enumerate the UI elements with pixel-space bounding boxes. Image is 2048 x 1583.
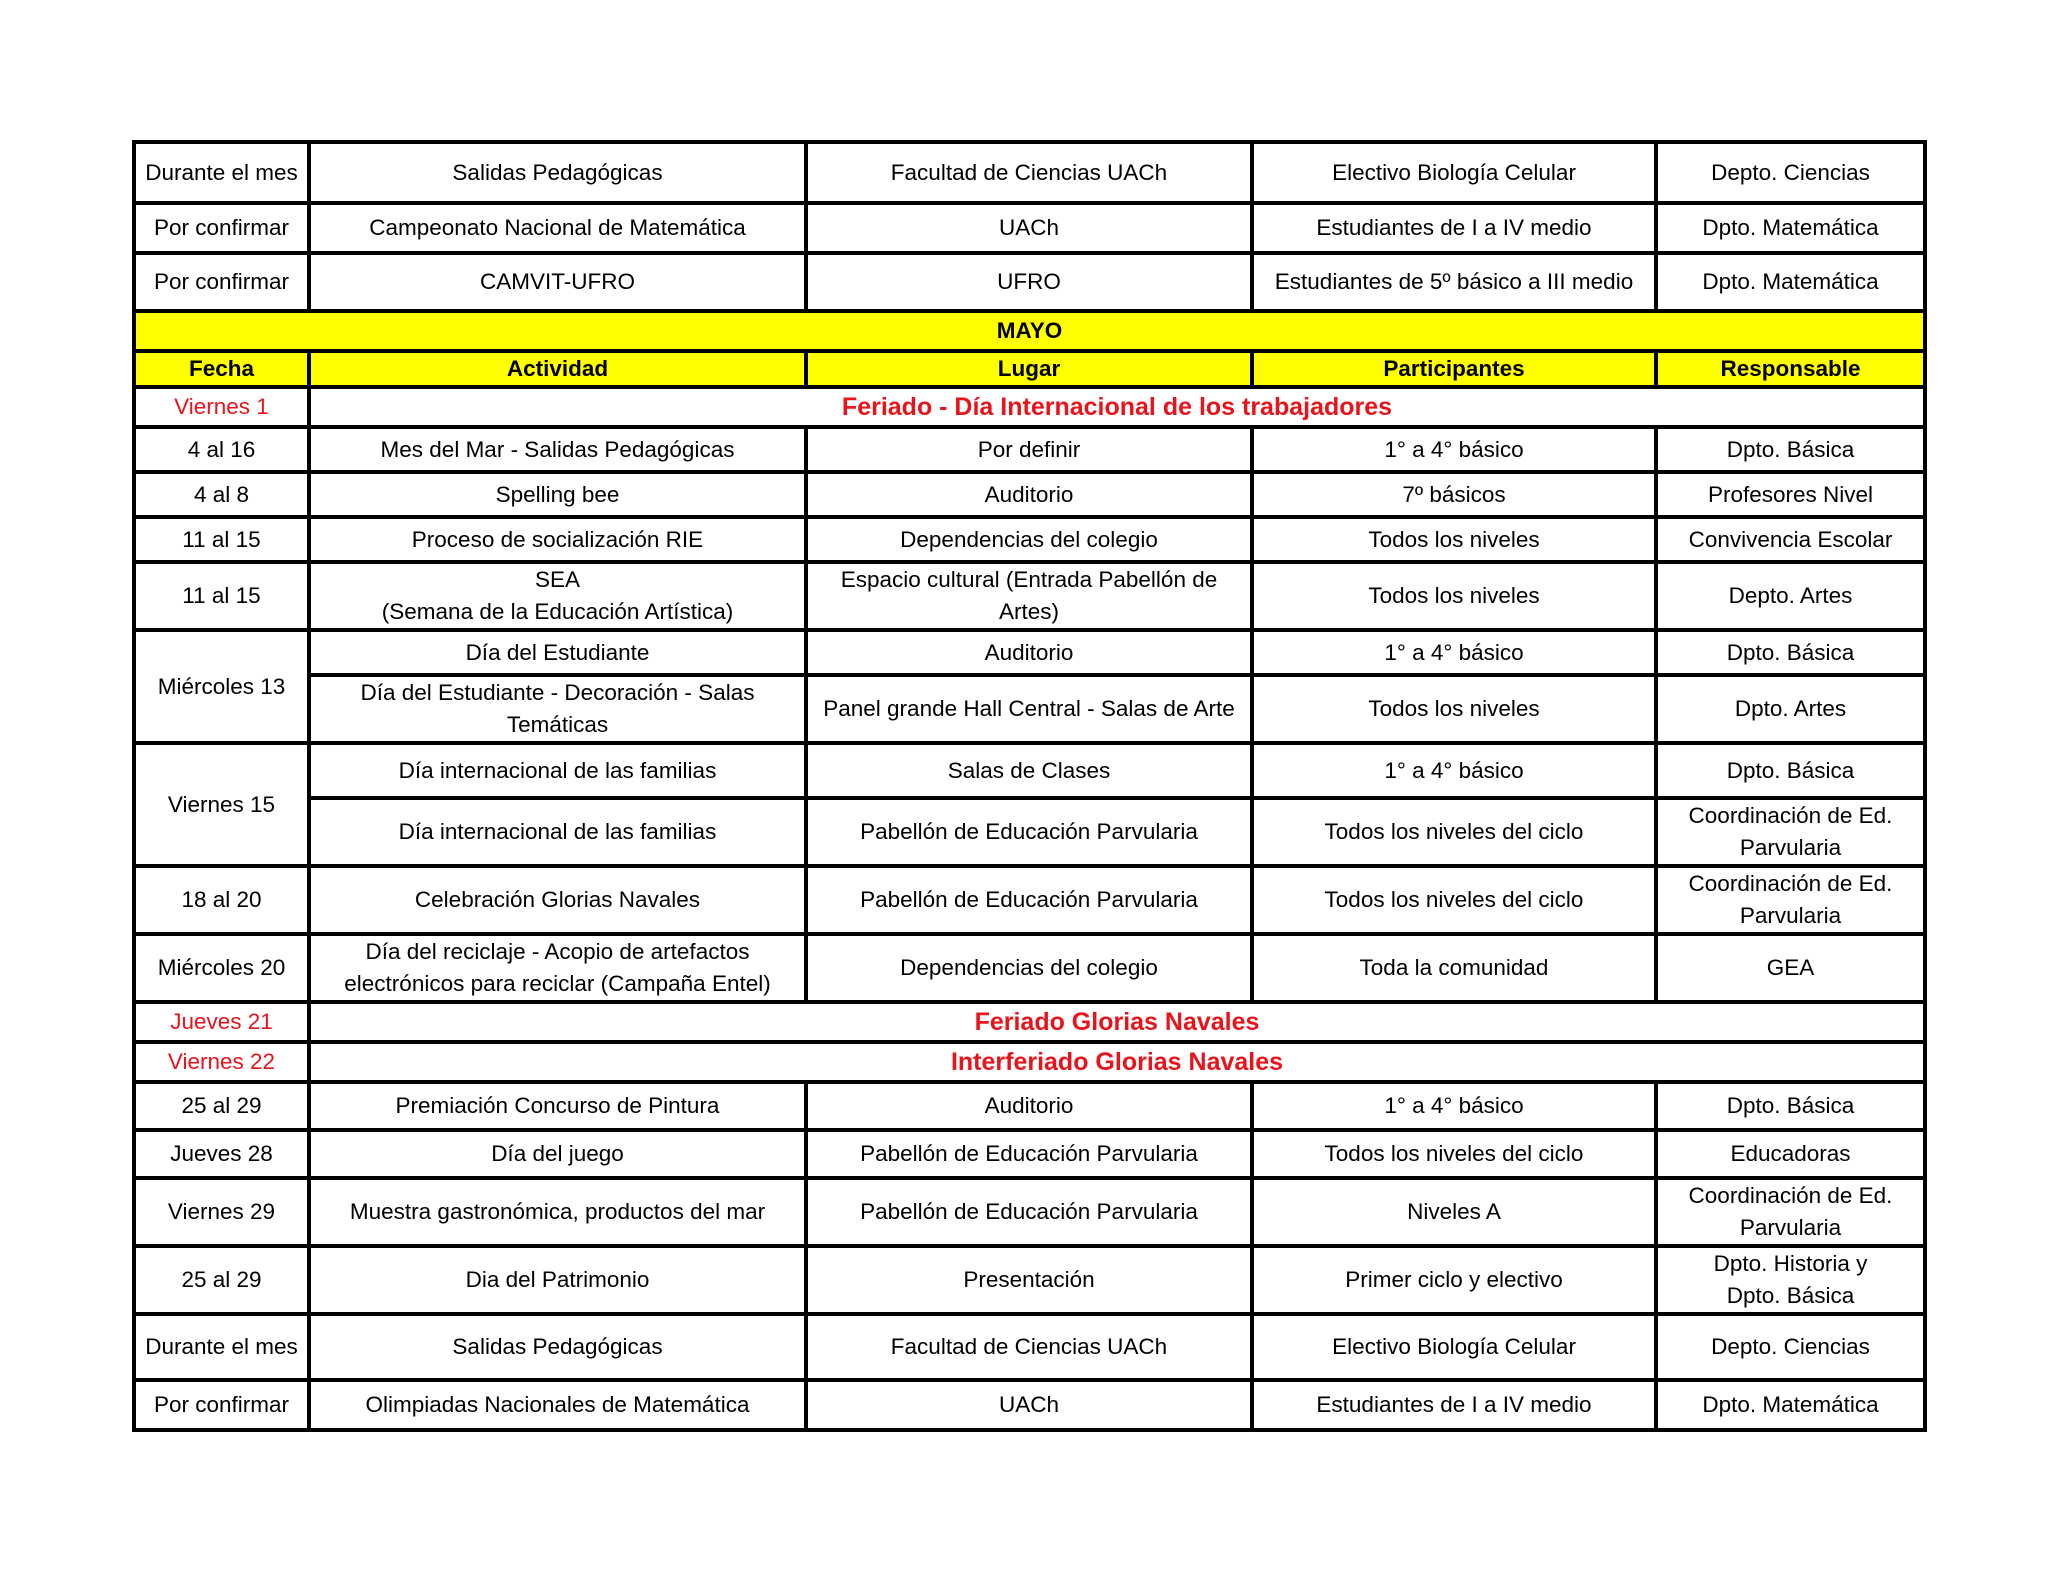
responsable-line: Dpto. Historia y xyxy=(1713,1251,1868,1276)
actividad-cell: Día del Estudiante - Decoración - Salas Temáticas xyxy=(309,675,806,743)
actividad-cell: Spelling bee xyxy=(309,472,806,517)
table-row xyxy=(134,1380,1925,1430)
responsable-cell: Dpto. Artes xyxy=(1656,675,1925,743)
actividad-cell: Mes del Mar - Salidas Pedagógicas xyxy=(309,427,806,472)
responsable-cell: Depto. Artes xyxy=(1656,562,1925,630)
responsable-cell: Coordinación de Ed. Parvularia xyxy=(1656,798,1925,866)
table-row xyxy=(134,630,1925,675)
lugar-cell: Pabellón de Educación Parvularia xyxy=(806,1178,1252,1246)
fecha-cell: Por confirmar xyxy=(134,253,309,311)
table-row xyxy=(134,1314,1925,1380)
participantes-cell: Electivo Biología Celular xyxy=(1252,142,1656,203)
table-row xyxy=(134,866,1925,934)
table-row xyxy=(134,562,1925,630)
responsable-cell: Dpto. Matemática xyxy=(1656,1380,1925,1430)
lugar-cell: Espacio cultural (Entrada Pabellón de Artes) xyxy=(806,562,1252,630)
participantes-cell: Todos los niveles del ciclo xyxy=(1252,1130,1656,1178)
actividad-line: (Semana de la Educación Artística) xyxy=(381,599,734,624)
header-fecha: Fecha xyxy=(134,351,309,387)
actividad-cell: Día internacional de las familias xyxy=(309,798,806,866)
table-row xyxy=(134,253,1925,311)
header-actividad: Actividad xyxy=(309,351,806,387)
responsable-cell: Dpto. Matemática xyxy=(1656,253,1925,311)
table-row xyxy=(134,1178,1925,1246)
month-row xyxy=(134,311,1925,351)
fecha-cell: Miércoles 13 xyxy=(134,630,309,743)
table-row xyxy=(134,934,1925,1002)
fecha-cell: Por confirmar xyxy=(134,203,309,253)
table-row xyxy=(134,1130,1925,1178)
lugar-cell: Presentación xyxy=(806,1246,1252,1314)
lugar-cell: Auditorio xyxy=(806,472,1252,517)
table-row xyxy=(134,1246,1925,1314)
participantes-cell: 1° a 4° básico xyxy=(1252,427,1656,472)
lugar-cell: Dependencias del colegio xyxy=(806,517,1252,562)
lugar-cell: Pabellón de Educación Parvularia xyxy=(806,798,1252,866)
table-row xyxy=(134,142,1925,203)
header-lugar: Lugar xyxy=(806,351,1252,387)
responsable-cell: Coordinación de Ed. Parvularia xyxy=(1656,1178,1925,1246)
holiday-date: Viernes 22 xyxy=(134,1042,309,1082)
actividad-cell: Olimpiadas Nacionales de Matemática xyxy=(309,1380,806,1430)
participantes-cell: Todos los niveles xyxy=(1252,562,1656,630)
header-participantes: Participantes xyxy=(1252,351,1656,387)
actividad-cell: CAMVIT-UFRO xyxy=(309,253,806,311)
table-row xyxy=(134,427,1925,472)
month-title: MAYO xyxy=(134,311,1925,351)
fecha-cell: Viernes 15 xyxy=(134,743,309,866)
fecha-cell: 4 al 8 xyxy=(134,472,309,517)
actividad-cell: Día del juego xyxy=(309,1130,806,1178)
holiday-date: Viernes 1 xyxy=(134,387,309,427)
table-row xyxy=(134,743,1925,798)
table-row xyxy=(134,517,1925,562)
fecha-cell: Durante el mes xyxy=(134,142,309,203)
holiday-row xyxy=(134,1002,1925,1042)
responsable-cell: Educadoras xyxy=(1656,1130,1925,1178)
participantes-cell: 1° a 4° básico xyxy=(1252,743,1656,798)
lugar-cell: Por definir xyxy=(806,427,1252,472)
holiday-row xyxy=(134,387,1925,427)
participantes-cell: Toda la comunidad xyxy=(1252,934,1656,1002)
lugar-cell: UACh xyxy=(806,1380,1252,1430)
table-row xyxy=(134,1082,1925,1130)
actividad-cell: Salidas Pedagógicas xyxy=(309,1314,806,1380)
responsable-cell: Depto. Ciencias xyxy=(1656,142,1925,203)
actividad-cell: Muestra gastronómica, productos del mar xyxy=(309,1178,806,1246)
actividad-cell: Día internacional de las familias xyxy=(309,743,806,798)
fecha-cell: Miércoles 20 xyxy=(134,934,309,1002)
responsable-line: Dpto. Básica xyxy=(1726,1283,1855,1308)
holiday-row xyxy=(134,1042,1925,1082)
lugar-cell: Pabellón de Educación Parvularia xyxy=(806,866,1252,934)
participantes-cell: Primer ciclo y electivo xyxy=(1252,1246,1656,1314)
actividad-cell: Día del Estudiante xyxy=(309,630,806,675)
fecha-cell: Jueves 28 xyxy=(134,1130,309,1178)
participantes-cell: Niveles A xyxy=(1252,1178,1656,1246)
responsable-cell: Dpto. Básica xyxy=(1656,1082,1925,1130)
actividad-cell: Salidas Pedagógicas xyxy=(309,142,806,203)
fecha-cell: 25 al 29 xyxy=(134,1246,309,1314)
actividad-cell: Día del reciclaje - Acopio de artefactos electrónicos para reciclar (Campaña Entel) xyxy=(309,934,806,1002)
lugar-cell: Facultad de Ciencias UACh xyxy=(806,1314,1252,1380)
actividad-cell: Premiación Concurso de Pintura xyxy=(309,1082,806,1130)
participantes-cell: 1° a 4° básico xyxy=(1252,1082,1656,1130)
header-row xyxy=(134,351,1925,387)
actividad-cell: Celebración Glorias Navales xyxy=(309,866,806,934)
lugar-cell: Panel grande Hall Central - Salas de Arte xyxy=(806,675,1252,743)
fecha-cell: 11 al 15 xyxy=(134,517,309,562)
responsable-cell: Depto. Ciencias xyxy=(1656,1314,1925,1380)
lugar-cell: Dependencias del colegio xyxy=(806,934,1252,1002)
activity-calendar-table xyxy=(132,140,1927,1432)
responsable-cell: Convivencia Escolar xyxy=(1656,517,1925,562)
participantes-cell: Todos los niveles del ciclo xyxy=(1252,866,1656,934)
holiday-label: Feriado Glorias Navales xyxy=(309,1002,1925,1042)
responsable-cell: Profesores Nivel xyxy=(1656,472,1925,517)
responsable-cell: Dpto. Básica xyxy=(1656,743,1925,798)
lugar-cell: Facultad de Ciencias UACh xyxy=(806,142,1252,203)
actividad-line: SEA xyxy=(534,567,581,592)
fecha-cell: 25 al 29 xyxy=(134,1082,309,1130)
holiday-date: Jueves 21 xyxy=(134,1002,309,1042)
participantes-cell: Estudiantes de I a IV medio xyxy=(1252,1380,1656,1430)
holiday-label: Feriado - Día Internacional de los trabajadores xyxy=(309,387,1925,427)
actividad-cell: Campeonato Nacional de Matemática xyxy=(309,203,806,253)
participantes-cell: Estudiantes de 5º básico a III medio xyxy=(1252,253,1656,311)
holiday-label: Interferiado Glorias Navales xyxy=(309,1042,1925,1082)
participantes-cell: Estudiantes de I a IV medio xyxy=(1252,203,1656,253)
responsable-cell: GEA xyxy=(1656,934,1925,1002)
fecha-cell: Viernes 29 xyxy=(134,1178,309,1246)
participantes-cell: 7º básicos xyxy=(1252,472,1656,517)
lugar-cell: Pabellón de Educación Parvularia xyxy=(806,1130,1252,1178)
fecha-cell: Durante el mes xyxy=(134,1314,309,1380)
lugar-cell: UACh xyxy=(806,203,1252,253)
fecha-cell: 4 al 16 xyxy=(134,427,309,472)
responsable-cell: Dpto. Matemática xyxy=(1656,203,1925,253)
actividad-cell xyxy=(309,562,806,630)
fecha-cell: 18 al 20 xyxy=(134,866,309,934)
participantes-cell: Todos los niveles xyxy=(1252,675,1656,743)
lugar-cell: Auditorio xyxy=(806,1082,1252,1130)
fecha-cell: 11 al 15 xyxy=(134,562,309,630)
participantes-cell: 1° a 4° básico xyxy=(1252,630,1656,675)
responsable-cell: Coordinación de Ed. Parvularia xyxy=(1656,866,1925,934)
lugar-cell: Auditorio xyxy=(806,630,1252,675)
lugar-cell: UFRO xyxy=(806,253,1252,311)
table-row xyxy=(134,203,1925,253)
responsable-cell: Dpto. Básica xyxy=(1656,427,1925,472)
participantes-cell: Electivo Biología Celular xyxy=(1252,1314,1656,1380)
table-row xyxy=(134,798,1925,866)
participantes-cell: Todos los niveles del ciclo xyxy=(1252,798,1656,866)
table-row xyxy=(134,675,1925,743)
header-responsable: Responsable xyxy=(1656,351,1925,387)
actividad-cell: Dia del Patrimonio xyxy=(309,1246,806,1314)
actividad-cell: Proceso de socialización RIE xyxy=(309,517,806,562)
responsable-cell: Dpto. Básica xyxy=(1656,630,1925,675)
table-row xyxy=(134,472,1925,517)
participantes-cell: Todos los niveles xyxy=(1252,517,1656,562)
lugar-cell: Salas de Clases xyxy=(806,743,1252,798)
fecha-cell: Por confirmar xyxy=(134,1380,309,1430)
responsable-cell xyxy=(1656,1246,1925,1314)
